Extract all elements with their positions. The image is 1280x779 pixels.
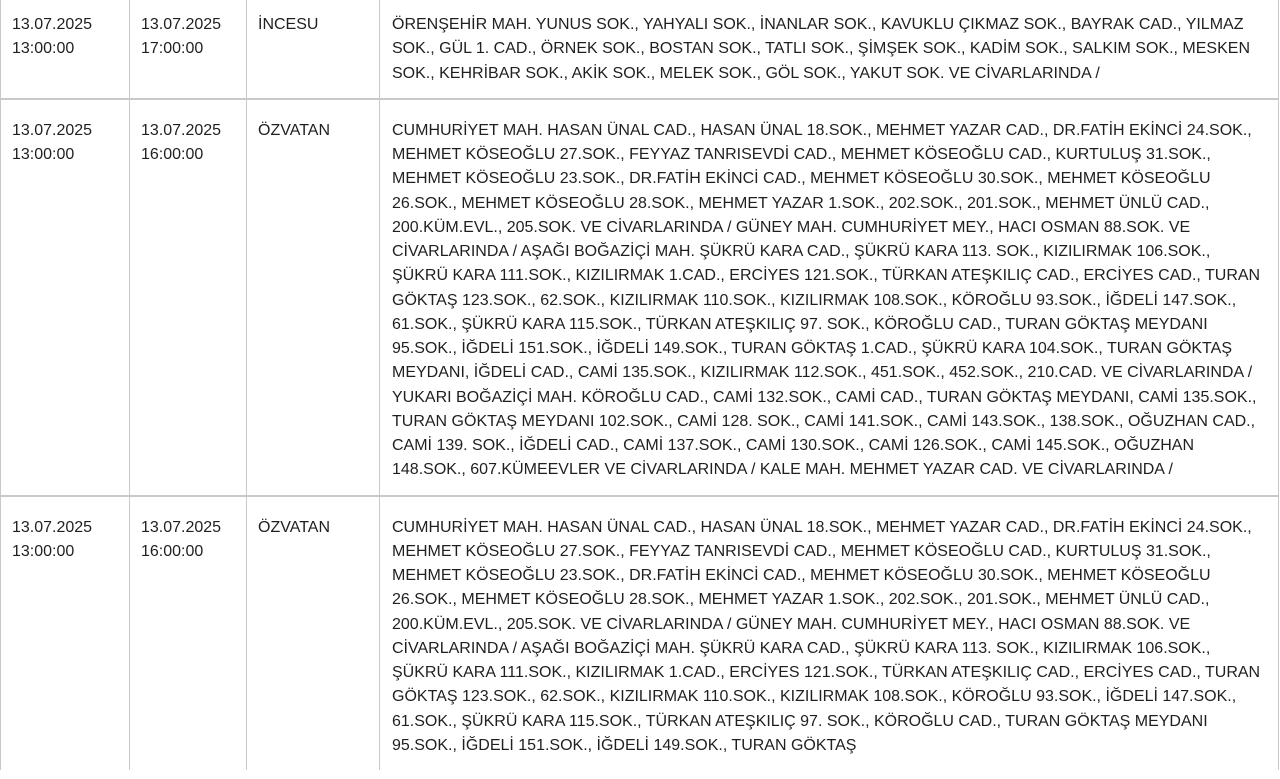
- affected-areas-cell: CUMHURİYET MAH. HASAN ÜNAL CAD., HASAN ÜNAL 18.SOK., MEHMET YAZAR CAD., DR.FATİH EKİNCİ 24.SOK., MEHMET KÖSEOĞLU 27.SOK., FEYYAZ TANRISEVDİ CAD., MEHMET KÖSEOĞLU CAD., KURTULUŞ 31.SOK., MEHMET KÖSEOĞLU 23.SOK., DR.FATİH EKİNCİ CAD., MEHMET KÖSEOĞLU 30.SOK., MEHMET KÖSEOĞLU 26.SOK., MEHMET KÖSEOĞLU 28.SOK., MEHMET YAZAR 1.SOK., 202.SOK., 201.SOK., MEHMET ÜNLÜ CAD., 200.KÜM.EVL., 205.SOK. VE CİVARLARINDA / GÜNEY MAH. CUMHURİYET MEY., HACI OSMAN 88.SOK. VE CİVARLARINDA / AŞAĞI BOĞAZİÇİ MAH. ŞÜKRÜ KARA CAD., ŞÜKRÜ KARA 113. SOK., KIZILIRMAK 106.SOK., ŞÜKRÜ KARA 111.SOK., KIZILIRMAK 1.CAD., ERCİYES 121.SOK., TÜRKAN ATEŞKILIÇ CAD., ERCİYES CAD., TURAN GÖKTAŞ 123.SOK., 62.SOK., KIZILIRMAK 110.SOK., KIZILIRMAK 108.SOK., KÖROĞLU 93.SOK., İĞDELİ 147.SOK., 61.SOK., ŞÜKRÜ KARA 115.SOK., TÜRKAN ATEŞKILIÇ 97. SOK., KÖROĞLU CAD., TURAN GÖKTAŞ MEYDANI 95.SOK., İĞDELİ 151.SOK., İĞDELİ 149.SOK., TURAN GÖKTAŞ 1.CAD., ŞÜKRÜ KARA 104.SOK., TURAN GÖKTAŞ MEYDANI, İĞDELİ CAD., CAMİ 135.SOK., KIZILIRMAK 112.SOK., 451.SOK., 452.SOK., 210.CAD. VE CİVARLARINDA / YUKARI BOĞAZİÇİ MAH. KÖROĞLU CAD., CAMİ 132.SOK., CAMİ CAD., TURAN GÖKTAŞ MEYDANI, CAMİ 135.SOK., TURAN GÖKTAŞ MEYDANI 102.SOK., CAMİ 128. SOK., CAMİ 141.SOK., CAMİ 143.SOK., 138.SOK., OĞUZHAN CAD., CAMİ 139. SOK., İĞDELİ CAD., CAMİ 137.SOK., CAMİ 130.SOK., CAMİ 126.SOK., CAMİ 145.SOK., OĞUZHAN 148.SOK., 607.KÜMEEVLER VE CİVARLARINDA / KALE MAH. MEHMET YAZAR CAD. VE CİVARLARINDA /: [379, 100, 1279, 497]
- start-date: 13.07.2025: [12, 518, 93, 536]
- affected-areas-cell: CUMHURİYET MAH. HASAN ÜNAL CAD., HASAN ÜNAL 18.SOK., MEHMET YAZAR CAD., DR.FATİH EKİNCİ 24.SOK., MEHMET KÖSEOĞLU 27.SOK., FEYYAZ TANRISEVDİ CAD., MEHMET KÖSEOĞLU CAD., KURTULUŞ 31.SOK., MEHMET KÖSEOĞLU 23.SOK., DR.FATİH EKİNCİ CAD., MEHMET KÖSEOĞLU 30.SOK., MEHMET KÖSEOĞLU 26.SOK., MEHMET KÖSEOĞLU 28.SOK., MEHMET YAZAR 1.SOK., 202.SOK., 201.SOK., MEHMET ÜNLÜ CAD., 200.KÜM.EVL., 205.SOK. VE CİVARLARINDA / GÜNEY MAH. CUMHURİYET MEY., HACI OSMAN 88.SOK. VE CİVARLARINDA / AŞAĞI BOĞAZİÇİ MAH. ŞÜKRÜ KARA CAD., ŞÜKRÜ KARA 113. SOK., KIZILIRMAK 106.SOK., ŞÜKRÜ KARA 111.SOK., KIZILIRMAK 1.CAD., ERCİYES 121.SOK., TÜRKAN ATEŞKILIÇ CAD., ERCİYES CAD., TURAN GÖKTAŞ 123.SOK., 62.SOK., KIZILIRMAK 110.SOK., KIZILIRMAK 108.SOK., KÖROĞLU 93.SOK., İĞDELİ 147.SOK., 61.SOK., ŞÜKRÜ KARA 115.SOK., TÜRKAN ATEŞKILIÇ 97. SOK., KÖROĞLU CAD., TURAN GÖKTAŞ MEYDANI 95.SOK., İĞDELİ 151.SOK., İĞDELİ 149.SOK., TURAN GÖKTAŞ: [379, 497, 1279, 771]
- start-datetime-cell: [0, 497, 129, 771]
- start-time: 13:00:00: [12, 542, 75, 560]
- start-time: 13:00:00: [12, 40, 75, 58]
- end-time: 16:00:00: [141, 146, 204, 163]
- end-date: 13.07.2025: [141, 518, 222, 536]
- table-row: [0, 497, 1279, 771]
- end-datetime-cell: [129, 0, 246, 100]
- district-cell: İNCESU: [246, 0, 379, 100]
- end-time: 16:00:00: [141, 542, 204, 560]
- district-cell: ÖZVATAN: [246, 497, 379, 771]
- table-row: [0, 100, 1279, 497]
- table-row: [0, 0, 1279, 100]
- start-date: 13.07.2025: [12, 121, 93, 139]
- start-date: 13.07.2025: [12, 16, 93, 33]
- affected-areas-cell: ÖRENŞEHİR MAH. YUNUS SOK., YAHYALI SOK., İNANLAR SOK., KAVUKLU ÇIKMAZ SOK., BAYRAK CAD., YILMAZ SOK., GÜL 1. CAD., ÖRNEK SOK., BOSTAN SOK., TATLI SOK., ŞİMŞEK SOK., KADİM SOK., SALKIM SOK., MESKEN SOK., KEHRİBAR SOK., AKİK SOK., MELEK SOK., GÖL SOK., YAKUT SOK. VE CİVARLARINDA /: [379, 0, 1279, 100]
- end-datetime-cell: [129, 497, 246, 771]
- start-datetime-cell: [0, 0, 129, 100]
- start-datetime-cell: [0, 100, 129, 497]
- end-datetime-cell: [129, 100, 246, 497]
- end-date: 13.07.2025: [141, 16, 222, 33]
- end-time: 17:00:00: [141, 40, 204, 58]
- end-date: 13.07.2025: [141, 121, 222, 139]
- start-time: 13:00:00: [12, 146, 75, 163]
- district-cell: ÖZVATAN: [246, 100, 379, 497]
